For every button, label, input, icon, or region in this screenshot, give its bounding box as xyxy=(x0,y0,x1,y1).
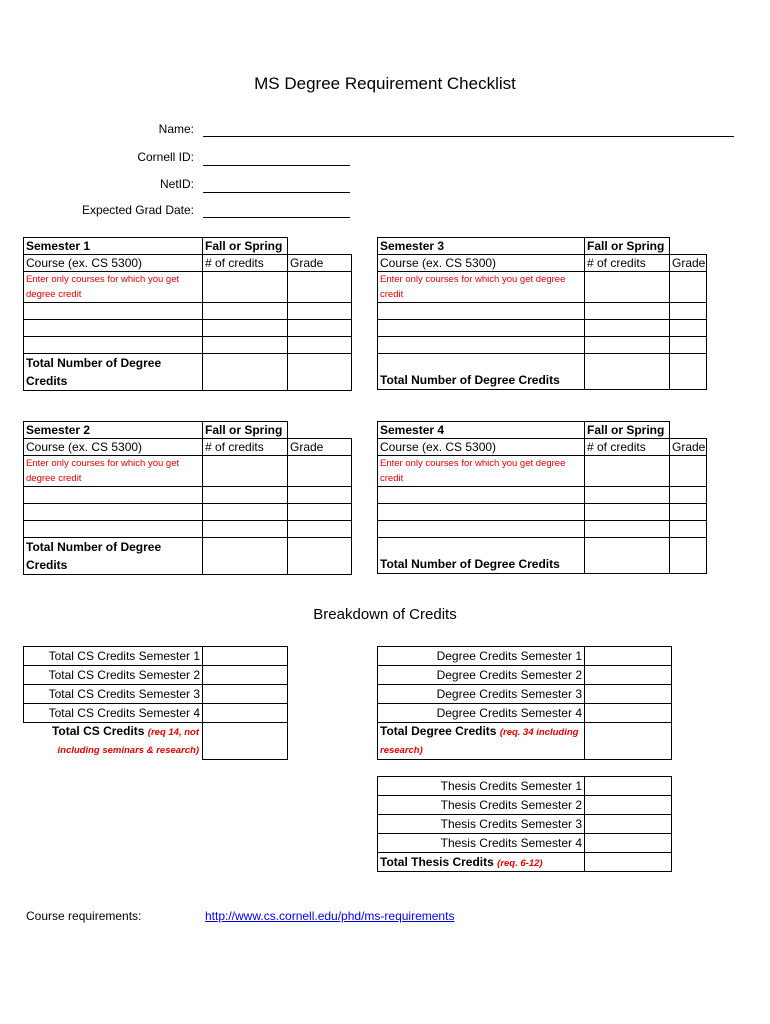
thesis-credits-label: Thesis Credits Semester 2 xyxy=(378,796,585,815)
course-header: Course (ex. CS 5300) xyxy=(378,255,585,272)
total-grade-cell[interactable] xyxy=(288,354,352,391)
total-label: Total Number of Degree Credits xyxy=(24,354,203,391)
cornell-id-field[interactable] xyxy=(203,165,350,166)
fall-spring-header[interactable]: Fall or Spring xyxy=(203,422,288,439)
credits-cell[interactable] xyxy=(203,487,288,504)
grade-cell[interactable] xyxy=(670,303,707,320)
cs-credits-value[interactable] xyxy=(203,685,288,704)
credits-cell[interactable] xyxy=(203,303,288,320)
credits-cell[interactable] xyxy=(585,521,670,538)
requirements-label: Course requirements: xyxy=(26,909,142,923)
cs-credits-label: Total CS Credits Semester 2 xyxy=(24,666,203,685)
semester-3-table xyxy=(377,237,707,390)
instruction-text: Enter only courses for which you get degree credit xyxy=(24,456,203,487)
degree-total-value[interactable] xyxy=(585,723,672,760)
cs-total-label: Total CS Credits (req 14, not including seminars & research) xyxy=(24,723,203,760)
total-grade-cell[interactable] xyxy=(670,354,707,390)
thesis-total-label: Total Thesis Credits (req. 6-12) xyxy=(378,853,585,872)
course-cell[interactable] xyxy=(378,337,585,354)
course-cell[interactable] xyxy=(378,487,585,504)
netid-label: NetID: xyxy=(159,177,194,191)
grade-header: Grade xyxy=(288,255,352,272)
total-label: Total Number of Degree Credits xyxy=(378,354,585,390)
grade-cell[interactable] xyxy=(670,521,707,538)
breakdown-title: Breakdown of Credits xyxy=(313,606,457,623)
grade-cell[interactable] xyxy=(288,272,352,303)
credits-cell[interactable] xyxy=(585,303,670,320)
thesis-credits-label: Thesis Credits Semester 3 xyxy=(378,815,585,834)
degree-credits-label: Degree Credits Semester 3 xyxy=(378,685,585,704)
total-credits-cell[interactable] xyxy=(203,354,288,391)
semester-2-table xyxy=(23,421,352,575)
grade-cell[interactable] xyxy=(288,337,352,354)
credits-cell[interactable] xyxy=(203,272,288,303)
credits-cell[interactable] xyxy=(585,337,670,354)
cs-credits-label: Total CS Credits Semester 4 xyxy=(24,704,203,723)
cs-credits-value[interactable] xyxy=(203,647,288,666)
total-label: Total Number of Degree Credits xyxy=(378,538,585,574)
grade-cell[interactable] xyxy=(288,504,352,521)
grade-cell[interactable] xyxy=(288,303,352,320)
course-cell[interactable] xyxy=(24,504,203,521)
cs-credits-label: Total CS Credits Semester 3 xyxy=(24,685,203,704)
thesis-credits-label: Thesis Credits Semester 1 xyxy=(378,777,585,796)
grad-date-field[interactable] xyxy=(203,217,350,218)
thesis-credits-value[interactable] xyxy=(585,815,672,834)
grade-cell[interactable] xyxy=(670,337,707,354)
page-title: MS Degree Requirement Checklist xyxy=(254,74,516,93)
credits-cell[interactable] xyxy=(585,320,670,337)
credits-cell[interactable] xyxy=(585,487,670,504)
fall-spring-header[interactable]: Fall or Spring xyxy=(585,238,670,255)
credits-cell[interactable] xyxy=(203,456,288,487)
semester-4-table xyxy=(377,421,707,574)
degree-credits-label: Degree Credits Semester 1 xyxy=(378,647,585,666)
credits-cell[interactable] xyxy=(585,456,670,487)
degree-credits-label: Degree Credits Semester 4 xyxy=(378,704,585,723)
thesis-credits-label: Thesis Credits Semester 4 xyxy=(378,834,585,853)
course-cell[interactable] xyxy=(378,521,585,538)
cs-credits-label: Total CS Credits Semester 1 xyxy=(24,647,203,666)
degree-credits-value[interactable] xyxy=(585,666,672,685)
course-header: Course (ex. CS 5300) xyxy=(24,255,203,272)
total-grade-cell[interactable] xyxy=(670,538,707,574)
credits-cell[interactable] xyxy=(203,337,288,354)
course-cell[interactable] xyxy=(24,487,203,504)
grade-header: Grade xyxy=(288,439,352,456)
thesis-credits-value[interactable] xyxy=(585,834,672,853)
course-cell[interactable] xyxy=(24,337,203,354)
cs-credits-table xyxy=(23,646,288,760)
credits-header: # of credits xyxy=(585,439,670,456)
course-cell[interactable] xyxy=(378,504,585,521)
grade-cell[interactable] xyxy=(670,504,707,521)
course-cell[interactable] xyxy=(24,303,203,320)
total-grade-cell[interactable] xyxy=(288,538,352,575)
thesis-credits-value[interactable] xyxy=(585,777,672,796)
degree-credits-value[interactable] xyxy=(585,704,672,723)
course-cell[interactable] xyxy=(24,521,203,538)
semester-name: Semester 4 xyxy=(378,422,585,439)
fall-spring-header[interactable]: Fall or Spring xyxy=(585,422,670,439)
name-field[interactable] xyxy=(203,136,734,137)
cs-credits-value[interactable] xyxy=(203,666,288,685)
grade-cell[interactable] xyxy=(670,320,707,337)
grade-header: Grade xyxy=(670,255,707,272)
thesis-credits-table xyxy=(377,776,672,872)
credits-cell[interactable] xyxy=(203,320,288,337)
credits-header: # of credits xyxy=(203,439,288,456)
grad-date-label: Expected Grad Date: xyxy=(81,203,194,217)
semester-name: Semester 2 xyxy=(24,422,203,439)
cs-credits-value[interactable] xyxy=(203,704,288,723)
requirements-link[interactable]: http://www.cs.cornell.edu/phd/ms-requirements xyxy=(205,909,455,923)
credits-cell[interactable] xyxy=(585,504,670,521)
degree-credits-value[interactable] xyxy=(585,685,672,704)
degree-credits-table xyxy=(377,646,672,760)
grade-cell[interactable] xyxy=(670,456,707,487)
grade-cell[interactable] xyxy=(288,456,352,487)
grade-cell[interactable] xyxy=(670,272,707,303)
course-cell[interactable] xyxy=(378,320,585,337)
grade-header: Grade xyxy=(670,439,707,456)
credits-header: # of credits xyxy=(203,255,288,272)
course-header: Course (ex. CS 5300) xyxy=(24,439,203,456)
name-label: Name: xyxy=(158,122,194,136)
instruction-text: Enter only courses for which you get degree credit xyxy=(378,456,585,487)
semester-name: Semester 3 xyxy=(378,238,585,255)
semester-1-table xyxy=(23,237,352,391)
semester-name: Semester 1 xyxy=(24,238,203,255)
total-credits-cell[interactable] xyxy=(585,538,670,574)
thesis-credits-value[interactable] xyxy=(585,796,672,815)
course-cell[interactable] xyxy=(24,320,203,337)
instruction-text: Enter only courses for which you get degree credit xyxy=(24,272,203,303)
thesis-total-value[interactable] xyxy=(585,853,672,872)
credits-cell[interactable] xyxy=(203,521,288,538)
total-credits-cell[interactable] xyxy=(203,538,288,575)
credits-header: # of credits xyxy=(585,255,670,272)
course-cell[interactable] xyxy=(378,303,585,320)
credits-cell[interactable] xyxy=(585,272,670,303)
netid-field[interactable] xyxy=(203,192,350,193)
degree-total-label: Total Degree Credits (req. 34 including research) xyxy=(378,723,585,760)
grade-cell[interactable] xyxy=(288,320,352,337)
cornell-id-label: Cornell ID: xyxy=(137,150,194,164)
grade-cell[interactable] xyxy=(288,521,352,538)
total-credits-cell[interactable] xyxy=(585,354,670,390)
degree-credits-value[interactable] xyxy=(585,647,672,666)
fall-spring-header[interactable]: Fall or Spring xyxy=(203,238,288,255)
credits-cell[interactable] xyxy=(203,504,288,521)
instruction-text: Enter only courses for which you get degree credit xyxy=(378,272,585,303)
cs-total-value[interactable] xyxy=(203,723,288,760)
course-header: Course (ex. CS 5300) xyxy=(378,439,585,456)
degree-credits-label: Degree Credits Semester 2 xyxy=(378,666,585,685)
grade-cell[interactable] xyxy=(288,487,352,504)
grade-cell[interactable] xyxy=(670,487,707,504)
total-label: Total Number of Degree Credits xyxy=(24,538,203,575)
